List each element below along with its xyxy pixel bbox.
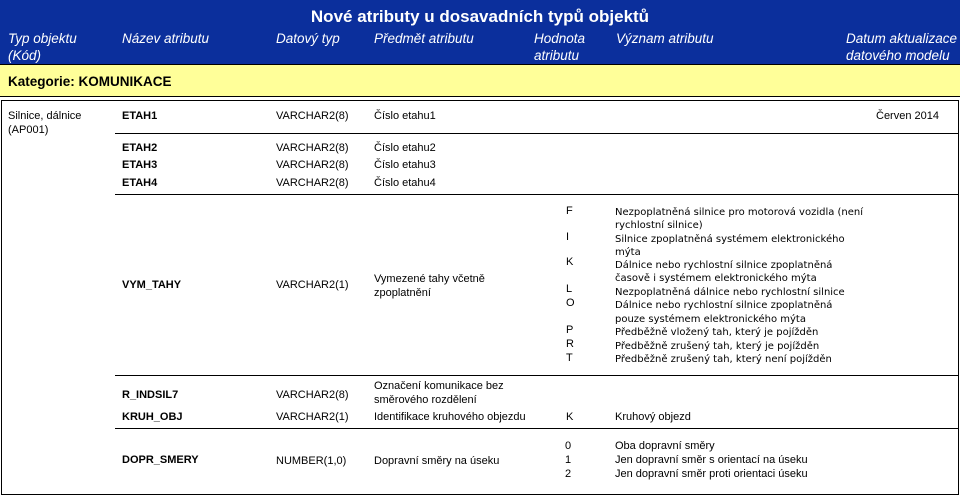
table-header xyxy=(0,0,960,64)
attribute-type: VARCHAR2(1) xyxy=(276,279,349,291)
value-meaning-line: Nezpoplatněná dálnice nebo rychlostní silnice xyxy=(615,287,845,298)
attribute-subject: Číslo etahu1 xyxy=(374,110,436,122)
value-meaning-line: Jen dopravní směr s orientací na úseku xyxy=(615,454,808,466)
col-header-object-type-line2: (Kód) xyxy=(8,48,42,63)
attribute-type: VARCHAR2(8) xyxy=(276,142,349,154)
col-header-model-update-date-line2: datového modelu xyxy=(846,48,950,63)
value-meaning-line: rychlostní silnice) xyxy=(615,220,703,231)
category-label: Kategorie: KOMUNIKACE xyxy=(8,74,172,89)
col-header-object-type xyxy=(8,30,77,64)
value-meaning-line: Dálnice nebo rychlostní silnice zpoplatněná xyxy=(615,260,833,271)
value-code: L xyxy=(566,283,573,295)
value-code: 0 xyxy=(565,440,572,452)
col-header-model-update-date xyxy=(846,30,957,64)
col-header-attribute-name: Název atributu xyxy=(122,31,210,46)
row-divider xyxy=(115,194,959,195)
value-meaning-line: Oba dopravní směry xyxy=(615,440,715,452)
attribute-name: DOPR_SMERY xyxy=(122,454,199,466)
col-header-model-update-date-line1: Datum aktualizace xyxy=(846,31,958,46)
col-header-attribute-value xyxy=(534,30,585,64)
col-header-attribute-value-line2: atributu xyxy=(534,48,580,63)
attribute-type: VARCHAR2(8) xyxy=(276,389,349,401)
row-divider xyxy=(115,375,959,376)
attribute-name: ETAH2 xyxy=(122,142,158,154)
attribute-type: VARCHAR2(8) xyxy=(276,110,349,122)
value-code: T xyxy=(566,352,573,364)
attribute-name: ETAH1 xyxy=(122,110,158,122)
value-meaning-line: Dálnice nebo rychlostní silnice zpoplatněná xyxy=(615,300,833,311)
value-meaning-line: Předběžně zrušený tah, který je pojížděn xyxy=(615,341,820,352)
attribute-name: VYM_TAHY xyxy=(122,279,182,291)
value-code: I xyxy=(566,231,570,243)
attribute-subject: Číslo etahu2 xyxy=(374,142,436,154)
attribute-subject-line: zpoplatnění xyxy=(374,287,431,299)
attribute-name: R_INDSIL7 xyxy=(122,389,179,401)
attribute-subject-line: směrového rozdělení xyxy=(374,394,477,406)
category-band xyxy=(0,64,960,97)
value-meaning-line: Jen dopravní směr proti orientaci úseku xyxy=(615,468,808,480)
attribute-type: VARCHAR2(8) xyxy=(276,177,349,189)
page-title: Nové atributy u dosavadních typů objektů xyxy=(310,7,650,26)
value-meaning-line: Nezpoplatněná silnice pro motorová vozidla (není xyxy=(615,207,864,218)
value-code: K xyxy=(566,411,574,423)
value-code: 2 xyxy=(565,468,572,480)
col-header-attribute-meaning: Význam atributu xyxy=(616,31,714,46)
value-meaning-line: časově i systémem elektronického mýta xyxy=(615,273,817,284)
value-code: O xyxy=(566,297,575,309)
update-date: Červen 2014 xyxy=(876,110,939,122)
attribute-name: ETAH4 xyxy=(122,177,158,189)
value-code: F xyxy=(566,205,573,217)
col-header-data-type: Datový typ xyxy=(276,31,340,46)
object-name: Silnice, dálnice xyxy=(8,110,82,122)
value-code: P xyxy=(566,324,574,336)
attribute-type: VARCHAR2(1) xyxy=(276,411,349,423)
attribute-subject-line: Označení komunikace bez xyxy=(374,380,504,392)
object-code: (AP001) xyxy=(8,124,49,136)
value-meaning-line: mýta xyxy=(615,247,641,258)
col-header-object-type-line1: Typ objektu xyxy=(8,31,77,46)
attribute-subject-line: Vymezené tahy včetně xyxy=(374,273,485,285)
value-code: K xyxy=(566,256,574,268)
value-meaning-line: pouze systémem elektronického mýta xyxy=(615,314,806,325)
col-header-attribute-subject: Předmět atributu xyxy=(374,31,474,46)
value-meaning-line: Silnice zpoplatněná systémem elektronického xyxy=(615,234,845,245)
attribute-subject: Dopravní směry na úseku xyxy=(374,455,500,467)
attribute-type: NUMBER(1,0) xyxy=(276,455,347,467)
value-code: R xyxy=(566,338,574,350)
row-divider xyxy=(115,133,959,134)
value-meaning-line: Předběžně zrušený tah, který není pojížděn xyxy=(615,354,832,365)
attribute-name: KRUH_OBJ xyxy=(122,411,183,423)
attribute-subject: Identifikace kruhového objezdu xyxy=(374,411,526,423)
row-divider xyxy=(115,428,959,429)
col-header-attribute-value-line1: Hodnota xyxy=(534,31,586,46)
value-meaning: Kruhový objezd xyxy=(615,411,691,423)
attribute-name: ETAH3 xyxy=(122,159,158,171)
attribute-type: VARCHAR2(8) xyxy=(276,159,349,171)
attribute-subject: Číslo etahu3 xyxy=(374,159,436,171)
value-meaning-line: Předběžně vložený tah, který je pojížděn xyxy=(615,327,819,338)
attribute-subject: Číslo etahu4 xyxy=(374,177,436,189)
value-code: 1 xyxy=(565,454,572,466)
